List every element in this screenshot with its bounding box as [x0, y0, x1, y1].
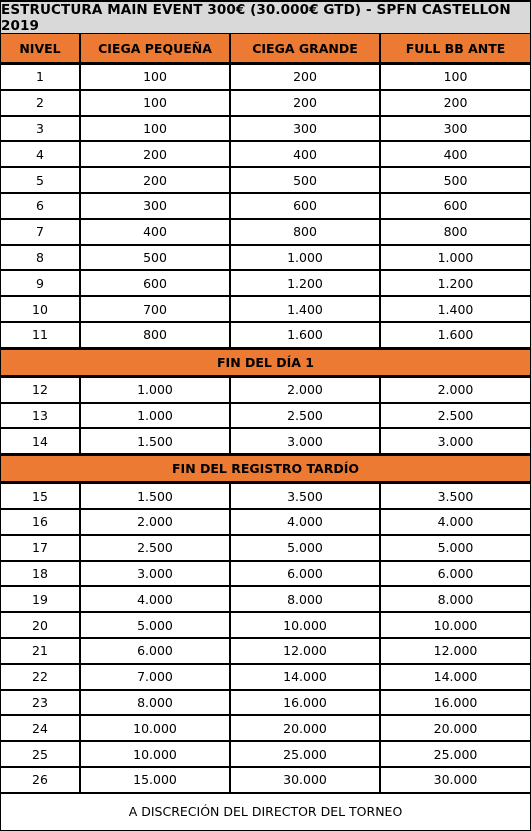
table-row [1, 194, 530, 220]
cell-ciega-pequena: 800 [81, 323, 231, 349]
cell-ciega-grande: 12.000 [231, 639, 381, 665]
cell-ciega-pequena: 5.000 [81, 613, 231, 639]
table-row [1, 665, 530, 691]
cell-ciega-grande: 4.000 [231, 510, 381, 536]
table-row [1, 510, 530, 536]
cell-nivel: 22 [1, 665, 81, 691]
cell-ciega-grande: 1.600 [231, 323, 381, 349]
cell-ciega-grande: 20.000 [231, 716, 381, 742]
cell-ciega-pequena: 10.000 [81, 742, 231, 768]
cell-full-bb-ante: 600 [381, 194, 530, 220]
cell-full-bb-ante: 200 [381, 91, 530, 117]
cell-ciega-grande: 3.500 [231, 484, 381, 510]
cell-full-bb-ante: 3.000 [381, 429, 530, 455]
table-row [1, 587, 530, 613]
cell-ciega-pequena: 8.000 [81, 691, 231, 717]
cell-ciega-grande: 6.000 [231, 562, 381, 588]
cell-nivel: 3 [1, 117, 81, 143]
cell-ciega-pequena: 600 [81, 271, 231, 297]
table-row [1, 220, 530, 246]
cell-ciega-pequena: 400 [81, 220, 231, 246]
cell-ciega-pequena: 100 [81, 117, 231, 143]
table-row [1, 429, 530, 455]
table-row [1, 691, 530, 717]
cell-ciega-grande: 300 [231, 117, 381, 143]
cell-full-bb-ante: 8.000 [381, 587, 530, 613]
table-row [1, 484, 530, 510]
cell-ciega-grande: 2.000 [231, 378, 381, 404]
cell-full-bb-ante: 1.000 [381, 246, 530, 272]
cell-nivel: 9 [1, 271, 81, 297]
cell-ciega-grande: 600 [231, 194, 381, 220]
table-row [1, 613, 530, 639]
cell-full-bb-ante: 20.000 [381, 716, 530, 742]
cell-nivel: 19 [1, 587, 81, 613]
cell-nivel: 23 [1, 691, 81, 717]
cell-ciega-pequena: 1.000 [81, 378, 231, 404]
cell-ciega-pequena: 100 [81, 91, 231, 117]
table-row [1, 536, 530, 562]
cell-full-bb-ante: 30.000 [381, 768, 530, 794]
cell-full-bb-ante: 10.000 [381, 613, 530, 639]
cell-nivel: 2 [1, 91, 81, 117]
cell-nivel: 14 [1, 429, 81, 455]
cell-nivel: 1 [1, 65, 81, 91]
header-ciega-grande: CIEGA GRANDE [231, 34, 381, 64]
cell-full-bb-ante: 6.000 [381, 562, 530, 588]
cell-ciega-pequena: 2.500 [81, 536, 231, 562]
table-row [1, 142, 530, 168]
table-row [1, 323, 530, 349]
cell-full-bb-ante: 25.000 [381, 742, 530, 768]
cell-nivel: 10 [1, 297, 81, 323]
cell-full-bb-ante: 14.000 [381, 665, 530, 691]
table-row [1, 91, 530, 117]
cell-ciega-grande: 8.000 [231, 587, 381, 613]
table-row [1, 404, 530, 430]
cell-ciega-grande: 1.000 [231, 246, 381, 272]
table-row [1, 246, 530, 272]
section-band: FIN DEL REGISTRO TARDÍO [1, 455, 530, 483]
cell-nivel: 25 [1, 742, 81, 768]
cell-ciega-pequena: 1.000 [81, 404, 231, 430]
cell-ciega-pequena: 1.500 [81, 484, 231, 510]
cell-full-bb-ante: 1.600 [381, 323, 530, 349]
cell-ciega-grande: 25.000 [231, 742, 381, 768]
cell-ciega-grande: 1.400 [231, 297, 381, 323]
cell-ciega-pequena: 500 [81, 246, 231, 272]
cell-full-bb-ante: 100 [381, 65, 530, 91]
footer-note: A DISCRECIÓN DEL DIRECTOR DEL TORNEO [1, 794, 530, 830]
cell-full-bb-ante: 4.000 [381, 510, 530, 536]
cell-nivel: 6 [1, 194, 81, 220]
header-nivel: NIVEL [1, 34, 81, 64]
cell-nivel: 11 [1, 323, 81, 349]
cell-ciega-grande: 30.000 [231, 768, 381, 794]
cell-ciega-grande: 3.000 [231, 429, 381, 455]
cell-ciega-pequena: 4.000 [81, 587, 231, 613]
cell-nivel: 15 [1, 484, 81, 510]
cell-ciega-pequena: 100 [81, 65, 231, 91]
cell-ciega-grande: 14.000 [231, 665, 381, 691]
table-row [1, 742, 530, 768]
cell-nivel: 5 [1, 168, 81, 194]
cell-nivel: 8 [1, 246, 81, 272]
cell-ciega-pequena: 1.500 [81, 429, 231, 455]
section-band: FIN DEL DÍA 1 [1, 349, 530, 377]
cell-ciega-grande: 800 [231, 220, 381, 246]
table-row [1, 562, 530, 588]
cell-full-bb-ante: 12.000 [381, 639, 530, 665]
cell-nivel: 7 [1, 220, 81, 246]
cell-ciega-pequena: 200 [81, 168, 231, 194]
table-row [1, 117, 530, 143]
cell-ciega-pequena: 700 [81, 297, 231, 323]
cell-nivel: 20 [1, 613, 81, 639]
cell-nivel: 21 [1, 639, 81, 665]
table-row [1, 297, 530, 323]
table-title: ESTRUCTURA MAIN EVENT 300€ (30.000€ GTD) - SPFN CASTELLON 2019 [1, 2, 530, 33]
cell-full-bb-ante: 2.500 [381, 404, 530, 430]
table-row [1, 378, 530, 404]
table-row [1, 65, 530, 91]
table-row [1, 639, 530, 665]
cell-ciega-pequena: 2.000 [81, 510, 231, 536]
cell-ciega-grande: 10.000 [231, 613, 381, 639]
cell-full-bb-ante: 800 [381, 220, 530, 246]
table-row [1, 168, 530, 194]
cell-ciega-grande: 5.000 [231, 536, 381, 562]
cell-full-bb-ante: 2.000 [381, 378, 530, 404]
cell-ciega-pequena: 10.000 [81, 716, 231, 742]
cell-ciega-pequena: 200 [81, 142, 231, 168]
table-row [1, 768, 530, 794]
cell-full-bb-ante: 400 [381, 142, 530, 168]
header-ciega-pequena: CIEGA PEQUEÑA [81, 34, 231, 64]
cell-ciega-pequena: 3.000 [81, 562, 231, 588]
cell-full-bb-ante: 300 [381, 117, 530, 143]
cell-ciega-pequena: 15.000 [81, 768, 231, 794]
cell-nivel: 26 [1, 768, 81, 794]
cell-full-bb-ante: 5.000 [381, 536, 530, 562]
cell-full-bb-ante: 16.000 [381, 691, 530, 717]
cell-ciega-grande: 16.000 [231, 691, 381, 717]
cell-full-bb-ante: 3.500 [381, 484, 530, 510]
cell-nivel: 4 [1, 142, 81, 168]
cell-full-bb-ante: 1.400 [381, 297, 530, 323]
table-row [1, 716, 530, 742]
cell-ciega-grande: 500 [231, 168, 381, 194]
cell-ciega-grande: 200 [231, 91, 381, 117]
cell-full-bb-ante: 500 [381, 168, 530, 194]
cell-ciega-grande: 2.500 [231, 404, 381, 430]
cell-ciega-grande: 200 [231, 65, 381, 91]
cell-ciega-pequena: 300 [81, 194, 231, 220]
cell-nivel: 17 [1, 536, 81, 562]
cell-full-bb-ante: 1.200 [381, 271, 530, 297]
cell-nivel: 13 [1, 404, 81, 430]
cell-ciega-grande: 400 [231, 142, 381, 168]
table-row [1, 271, 530, 297]
cell-ciega-grande: 1.200 [231, 271, 381, 297]
cell-ciega-pequena: 7.000 [81, 665, 231, 691]
cell-nivel: 24 [1, 716, 81, 742]
header-row [1, 34, 530, 64]
header-full-bb-ante: FULL BB ANTE [381, 34, 530, 64]
cell-nivel: 12 [1, 378, 81, 404]
cell-nivel: 18 [1, 562, 81, 588]
cell-ciega-pequena: 6.000 [81, 639, 231, 665]
cell-nivel: 16 [1, 510, 81, 536]
